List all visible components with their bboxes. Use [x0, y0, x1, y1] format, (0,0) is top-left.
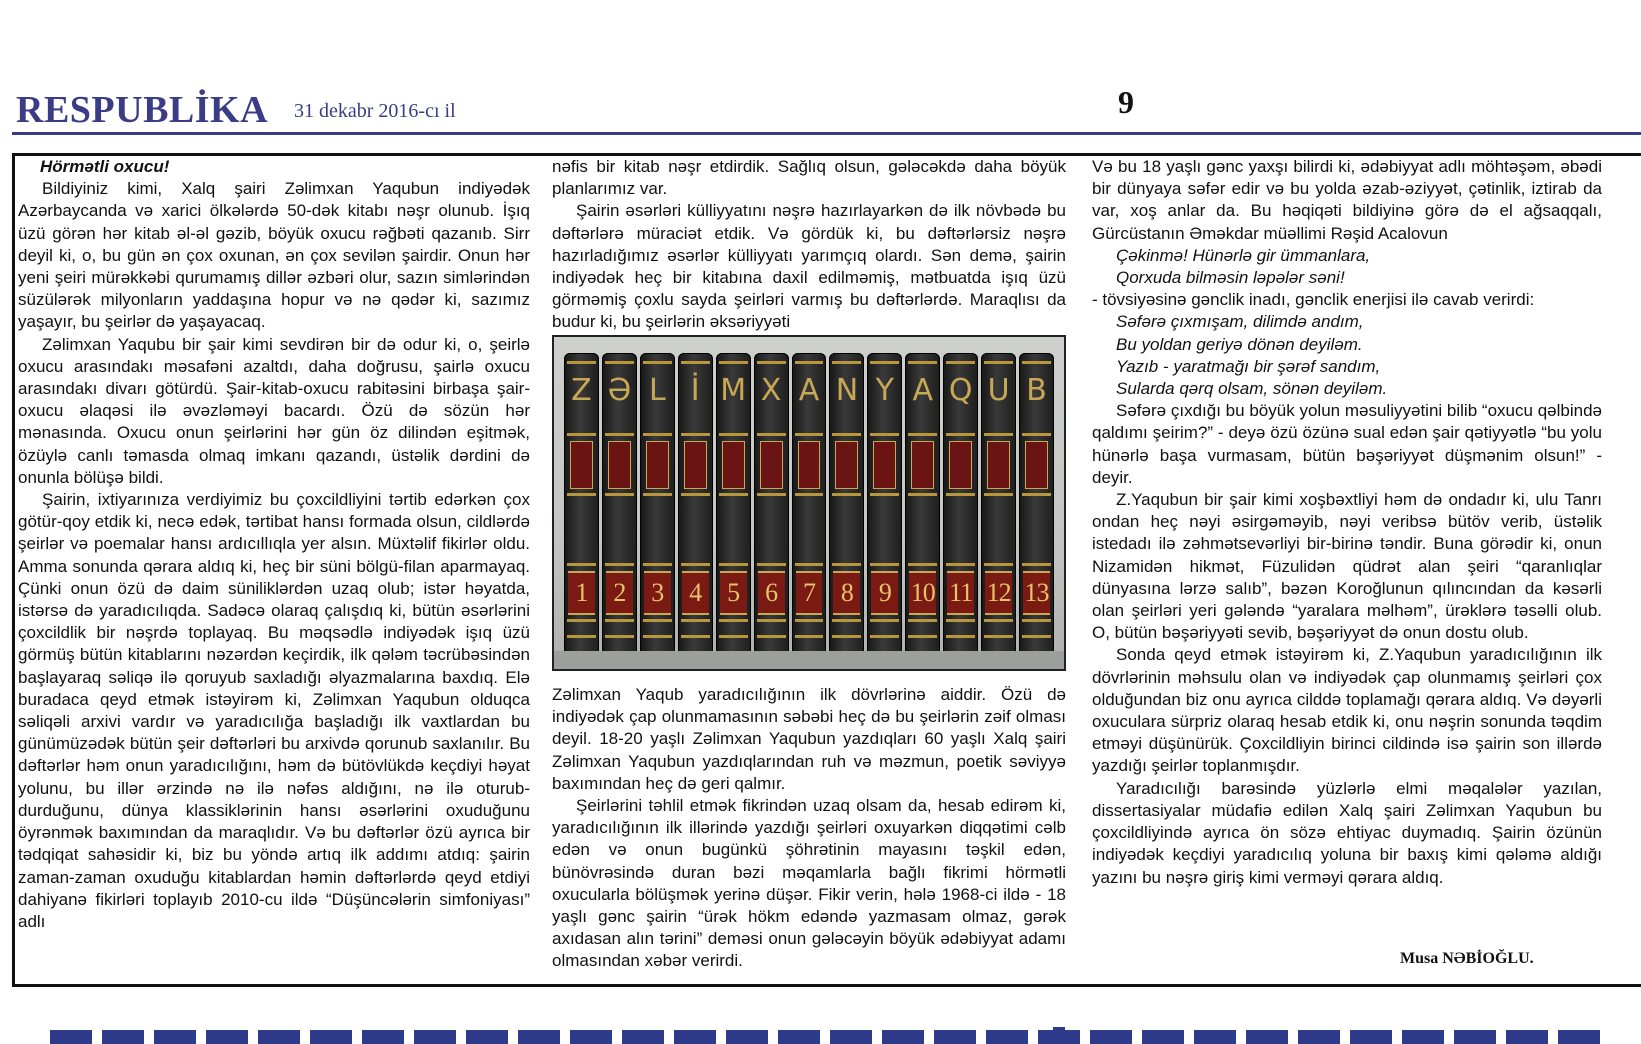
- masthead: [12, 84, 1641, 132]
- gold-band: [870, 361, 899, 364]
- gold-band: [984, 635, 1013, 638]
- gold-band: [1022, 493, 1051, 496]
- spine-label: [608, 441, 631, 489]
- spine-letter: N: [835, 373, 859, 408]
- volume-number: 4: [682, 571, 709, 615]
- volume-number: 7: [796, 571, 823, 615]
- newspaper-title: RESPUBLİKA: [16, 89, 269, 131]
- spine-label: [987, 441, 1010, 489]
- article-column-1: [18, 156, 530, 933]
- gold-band: [832, 563, 861, 566]
- gold-band: [681, 493, 710, 496]
- paragraph: Yaradıcılığı barəsində yüzlərlə elmi məqalələr yazılan, dissertasiyalar müdafiə edilən Xalq şairi Zəlimxan Yaqubun bu çoxcildliyində ayrıca ön sözə ehtiyac duymadıq. Şairin özünün indiyədək keçdiyi yaradıcılıq yoluna bir baxış kimi qələmə aldığı yazını bu nəşrə giriş kimi verməyi qərara aldıq.: [1092, 778, 1602, 887]
- book-spine-10: [905, 353, 940, 653]
- spine-letter: X: [760, 373, 782, 408]
- gold-band: [643, 635, 672, 638]
- volume-number: 11: [947, 571, 974, 615]
- paragraph: Şairin, ixtiyarınıza verdiyimiz bu çoxcildliyini tərtib edərkən çox götür-qoy etdik ki, necə edək, tərtibat hansı formada olsun, cildlərdə şeirlər və poemalar hansı ardıcıllıqla yer alsın. Müxtəlif fikirlər oldu. Amma sonunda qərara aldıq ki, heç bir süni bölgü-filan aparmayaq. Çünki onun özü də daim süniliklərdən uzaq olub; istər həyatda, istərsə də yaradıcılıqda. Sadəcə olaraq çalışdıq ki, bütün əsərlərini çoxcildlik bir nəşrdə toplayaq. Bu məqsədlə indiyədək işıq üzü görmüş bütün kitablarını nəzərdən keçirdik, ilk qələm təcrübəsindən başlayaraq səliqə ilə qoruyub saxladığı əlyazmalarına baxdıq. Elə buradaca qeyd etmək istəyirəm ki, Zəlimxan Yaqubun olduqca səliqəli arxivi vardır və yaradıcılığa başladığı ilk vaxtlardan bu günümüzədək bütün şeir dəftərləri bu arxivdə qorunub saxlanılır. Bu dəftərlər həm onun yaradıcılığını, həm də bütövlükdə keçdiyi həyat yolunu, bu illər ərzində nə ilə nəfəs aldığını, nə ilə oturub-durduğunu, dünya klassiklərinin hansı əsərlərini oxuduğunu öyrənmək baxımından da maraqlıdır. Və bu dəftərlər özü ayrıca bir tədqiqat sahəsidir ki, biz bu yöndə artıq ilk addımı atdıq: şairin zaman-zaman oxuduğu kitablardan həmin dəftərlərdə qeyd etdiyi dahiyanə fikirləri toplayıb 2010-cu ildə “Düşüncələrin simfoniyası” adlı: [18, 490, 530, 931]
- gold-band: [605, 361, 634, 364]
- gold-band: [567, 619, 596, 622]
- gold-band: [946, 433, 975, 436]
- paragraph: Sonda qeyd etmək istəyirəm ki, Z.Yaqubun yaradıcılığının ilk dövrlərinin məhsulu olan və indiyədək çap olunmamış şeirləri çox olduğundan biz onu ayrıca cilddə toplamağı qərara aldıq. Və dəyərli oxuculara sürpriz olaraq hesab etdik ki, onu nəşrin sonunda təqdim etməyi düşünürük. Çoxcildliyin birinci cildində isə şairin son illərdə yazdığı şeirlər toplanmışdır.: [1092, 645, 1602, 776]
- next-page-banner-strip: [50, 1030, 1610, 1044]
- paragraph: Z.Yaqubun bir şair kimi xoşbəxtliyi həm də ondadır ki, ulu Tanrı ondan heç nəyi əsirgəməyib, nəyi veribsə bütöv verib, üstəlik istedadı ilə zəhmətsevərliyi bir-birinə təndir. Buna görədir ki, onun Nizamidən hikmət, Füzulidən qüdrət alan şeiri “qaranlıqlar dünyasına lərzə salıb”, bəzən Koroğlunun qılıncından da kəsərli olan şeirləri yeri gələndə “yaralara məlhəm”, ürəklərə təsəlli olub. O, bütün bəşəriyyəti sevib, bəşəriyyət də onun dostu olub.: [1092, 490, 1602, 643]
- book-spine-1: [564, 353, 599, 653]
- spine-label: [835, 441, 858, 489]
- spine-letter: L: [648, 373, 666, 408]
- gold-band: [757, 563, 786, 566]
- gold-band: [681, 433, 710, 436]
- page-number: 9: [1118, 84, 1134, 120]
- spine-letter: U: [987, 373, 1010, 408]
- gold-band: [757, 619, 786, 622]
- gold-band: [643, 619, 672, 622]
- gold-band: [832, 619, 861, 622]
- gold-band: [946, 635, 975, 638]
- spine-letter: İ: [690, 373, 700, 408]
- volume-number: 3: [644, 571, 671, 615]
- gold-band: [1022, 433, 1051, 436]
- volume-number: 6: [758, 571, 785, 615]
- gold-band: [984, 619, 1013, 622]
- book-spine-12: [981, 353, 1016, 653]
- verse-line: Yazıb - yaratmağı bir şərəf sandım,: [1116, 356, 1381, 376]
- verse-line: Səfərə çıxmışam, dilimdə andım,: [1116, 312, 1364, 332]
- gold-band: [908, 493, 937, 496]
- gold-band: [832, 361, 861, 364]
- gold-band: [908, 635, 937, 638]
- gold-band: [567, 635, 596, 638]
- gold-band: [984, 433, 1013, 436]
- spine-label: [873, 441, 896, 489]
- gold-band: [795, 619, 824, 622]
- book-spine-9: [867, 353, 902, 653]
- gold-band: [643, 361, 672, 364]
- gold-band: [605, 619, 634, 622]
- gold-band: [795, 635, 824, 638]
- spine-letter: A: [912, 373, 934, 408]
- spine-label: [722, 441, 745, 489]
- gold-band: [643, 563, 672, 566]
- gold-band: [832, 433, 861, 436]
- gold-band: [681, 619, 710, 622]
- verse-line: Sularda qərq olsam, sönən deyiləm.: [1116, 379, 1388, 399]
- gold-band: [795, 433, 824, 436]
- gold-band: [870, 619, 899, 622]
- gold-band: [643, 433, 672, 436]
- gold-band: [605, 493, 634, 496]
- gold-band: [605, 563, 634, 566]
- spine-letter: Q: [948, 373, 973, 408]
- gold-band: [719, 493, 748, 496]
- gold-band: [870, 563, 899, 566]
- spine-label: [949, 441, 972, 489]
- verse-line: Qorxuda bilməsin ləpələr səni!: [1116, 268, 1345, 288]
- book-spine-4: [678, 353, 713, 653]
- greeting: Hörmətli oxucu!: [40, 157, 170, 176]
- gold-band: [984, 493, 1013, 496]
- banner-dot: [1053, 1027, 1065, 1037]
- paragraph: - tövsiyəsinə gənclik inadı, gənclik enerjisi ilə cavab verirdi:: [1092, 290, 1535, 310]
- gold-band: [567, 493, 596, 496]
- spine-label: [798, 441, 821, 489]
- paragraph: Şairin əsərləri külliyyatını nəşrə hazırlayarkən də ilk növbədə bu dəftərlərə müraciət etdik. Və gördük ki, bu dəftərlərsiz nəşrə hazırladığımız əsərlər külliyyatı yarımçıq olardı. Sən demə, şairin indiyədək heç bir kitabına daxil edilməmiş, mətbuatda işıq üzü görməmiş çoxlu sayda şeirləri varmış bu dəftərlərdə. Maraqlısı da budur ki, bu şeirlərin əksəriyyəti: [552, 201, 1066, 332]
- gold-band: [870, 433, 899, 436]
- gold-band: [946, 563, 975, 566]
- book-spine-5: [716, 353, 751, 653]
- volume-number: 10: [909, 571, 936, 615]
- spine-label: [646, 441, 669, 489]
- paragraph: nəfis bir kitab nəşr etdirdik. Sağlıq olsun, gələcəkdə daha böyük planlarımız var.: [552, 157, 1066, 199]
- gold-band: [719, 433, 748, 436]
- gold-band: [567, 563, 596, 566]
- gold-band: [1022, 635, 1051, 638]
- gold-band: [1022, 619, 1051, 622]
- spine-letter: A: [798, 373, 820, 408]
- paragraph: Və bu 18 yaşlı gənc yaxşı bilirdi ki, ədəbiyyat adlı möhtəşəm, əbədi bir dünyaya səfər edir və bu yolda əzab-əziyyət, çətinlik, iztirab da var, xoş anlar da. Bu həqiqəti bildiyinə görə də el ağsaqqalı, Gürcüstanın Əməkdar müəllimi Rəşid Acalovun: [1092, 157, 1602, 243]
- gold-band: [908, 619, 937, 622]
- volume-number: 9: [871, 571, 898, 615]
- spine-label: [570, 441, 593, 489]
- gold-band: [681, 361, 710, 364]
- gold-band: [870, 493, 899, 496]
- spine-letter: Ə: [607, 373, 632, 408]
- book-spine-11: [943, 353, 978, 653]
- gold-band: [984, 361, 1013, 364]
- gold-band: [605, 635, 634, 638]
- volume-number: 8: [833, 571, 860, 615]
- verse-line: Bu yoldan geriyə dönən deyiləm.: [1116, 334, 1363, 354]
- verse-quote-2: [1092, 311, 1602, 400]
- spine-label: [1025, 441, 1048, 489]
- paragraph: Zəlimxan Yaqubu bir şair kimi sevdirən bir də odur ki, o, şeirlə oxucu arasındakı məsafəni azaltdı, daha doğrusu, şairlə oxucu arasındakı divarı götürdü. Şair-kitab-oxucu rabitəsini birbaşa şair-oxucu əlaqəsi ilə əvəzləməyi bacardı. Özü də sözün hər mənasında. Oxucu onun şeirlərini hər gün öz dilindən eşitmək, özüylə canlı təmasda olmaq imkanı qazandı, üstəlik dərdini də onunla bölüşə bildi.: [18, 334, 530, 487]
- volume-number: 5: [720, 571, 747, 615]
- gold-band: [946, 493, 975, 496]
- paragraph: Şeirlərini təhlil etmək fikrindən uzaq olsam da, hesab edirəm ki, yaradıcılığının ilk illərində yazdığı şeirləri oxuyarkən diqqətimi cəlb edən və onun bugünkü şöhrətinin mayasını təşkil edən, bünövrəsində duran bəzi məqamlarla bağlı fikrimi hörmətli oxucularla bölüşmək yerinə düşər. Fikir verin, hələ 1968-ci ildə - 18 yaşlı gənc şairin “ürək hökm edəndə yazmasam olmaz, gərək axıdasan alın tərini” deməsi onun gələcəyin böyük ədəbiyyat adamı olmasından xəbər verirdi.: [552, 796, 1066, 971]
- spine-letter: B: [1026, 373, 1047, 408]
- gold-band: [984, 563, 1013, 566]
- gold-band: [719, 635, 748, 638]
- gold-band: [643, 493, 672, 496]
- volume-number: 13: [1023, 571, 1050, 615]
- gold-band: [567, 433, 596, 436]
- spine-letter: Z: [571, 373, 592, 408]
- verse-line: Çəkinmə! Hünərlə gir ümmanlara,: [1116, 245, 1371, 265]
- issue-date: 31 dekabr 2016-cı il: [294, 100, 456, 122]
- book-spines: [564, 353, 1054, 653]
- gold-band: [908, 361, 937, 364]
- gold-band: [795, 563, 824, 566]
- shelf: [554, 651, 1064, 669]
- spine-label: [911, 441, 934, 489]
- book-spine-2: [602, 353, 637, 653]
- gold-band: [681, 635, 710, 638]
- spine-letter: Y: [875, 373, 894, 408]
- gold-band: [719, 563, 748, 566]
- gold-band: [946, 361, 975, 364]
- gold-band: [1022, 361, 1051, 364]
- paragraph: Zəlimxan Yaqub yaradıcılığının ilk dövrlərinə aiddir. Özü də indiyədək çap olunmamasının səbəbi heç də bu şeirlərin zəif olması deyil. 18-20 yaşlı Zəlimxan Yaqubun yazdıqları 60 yaşlı Xalq şairi Zəlimxan Yaqubun yazdıqlarından ruh və məzmun, poetik səviyyə baxımından heç də geri qalmır.: [552, 685, 1066, 793]
- gold-band: [908, 433, 937, 436]
- gold-band: [719, 361, 748, 364]
- book-spine-7: [792, 353, 827, 653]
- book-spine-8: [829, 353, 864, 653]
- book-spine-3: [640, 353, 675, 653]
- paragraph: Bildiyiniz kimi, Xalq şairi Zəlimxan Yaqubun indiyədək Azərbaycanda və xarici ölkələrdə 50-dək kitabı nəşr olunub. İşıq üzü görən hər kitab əl-əl gəzib, böyük oxucu rəğbəti qazanıb. Sirr deyil ki, o, bu gün ən çox oxunan, ən çox sevilən şairdir. Onun hər yeni şeiri mürəkkəbi qurumamış dillər əzbəri olur, sazın simlərindən süzülərək milyonların yaddaşına hopur və nə qədər ki, sazımız yaşayır, bu şeirlər də yaşayacaq.: [18, 179, 530, 332]
- article-column-2-bottom: [552, 684, 1066, 973]
- gold-band: [681, 563, 710, 566]
- gold-band: [1022, 563, 1051, 566]
- article-column-2-top: [552, 156, 1066, 334]
- gold-band: [605, 433, 634, 436]
- gold-band: [757, 433, 786, 436]
- book-spine-13: [1019, 353, 1054, 653]
- spine-letter: M: [720, 373, 747, 408]
- article-column-3: [1092, 156, 1602, 889]
- gold-band: [567, 361, 596, 364]
- gold-band: [757, 635, 786, 638]
- paragraph: Səfərə çıxdığı bu böyük yolun məsuliyyətini bilib “oxucu qəlbində qaldımı şeirim?” - deyə özü özünə sual edən şair qətiyyətlə “bu yolu hünərlə başa vurmasam, bütün bəşəriyyət düşmənim olsun!” - deyir.: [1092, 401, 1602, 487]
- gold-band: [832, 493, 861, 496]
- volume-number: 12: [985, 571, 1012, 615]
- gold-band: [832, 635, 861, 638]
- book-spine-6: [754, 353, 789, 653]
- spine-label: [760, 441, 783, 489]
- gold-band: [908, 563, 937, 566]
- gold-band: [795, 361, 824, 364]
- book-collection-photo: [552, 335, 1066, 671]
- gold-band: [757, 361, 786, 364]
- gold-band: [757, 493, 786, 496]
- verse-quote-1: [1092, 245, 1602, 289]
- author-signature: Musa NƏBİOĞLU.: [1400, 950, 1534, 967]
- gold-band: [870, 635, 899, 638]
- gold-band: [946, 619, 975, 622]
- spine-label: [684, 441, 707, 489]
- masthead-rule: [12, 132, 1641, 135]
- volume-number: 2: [606, 571, 633, 615]
- volume-number: 1: [568, 571, 595, 615]
- gold-band: [719, 619, 748, 622]
- gold-band: [795, 493, 824, 496]
